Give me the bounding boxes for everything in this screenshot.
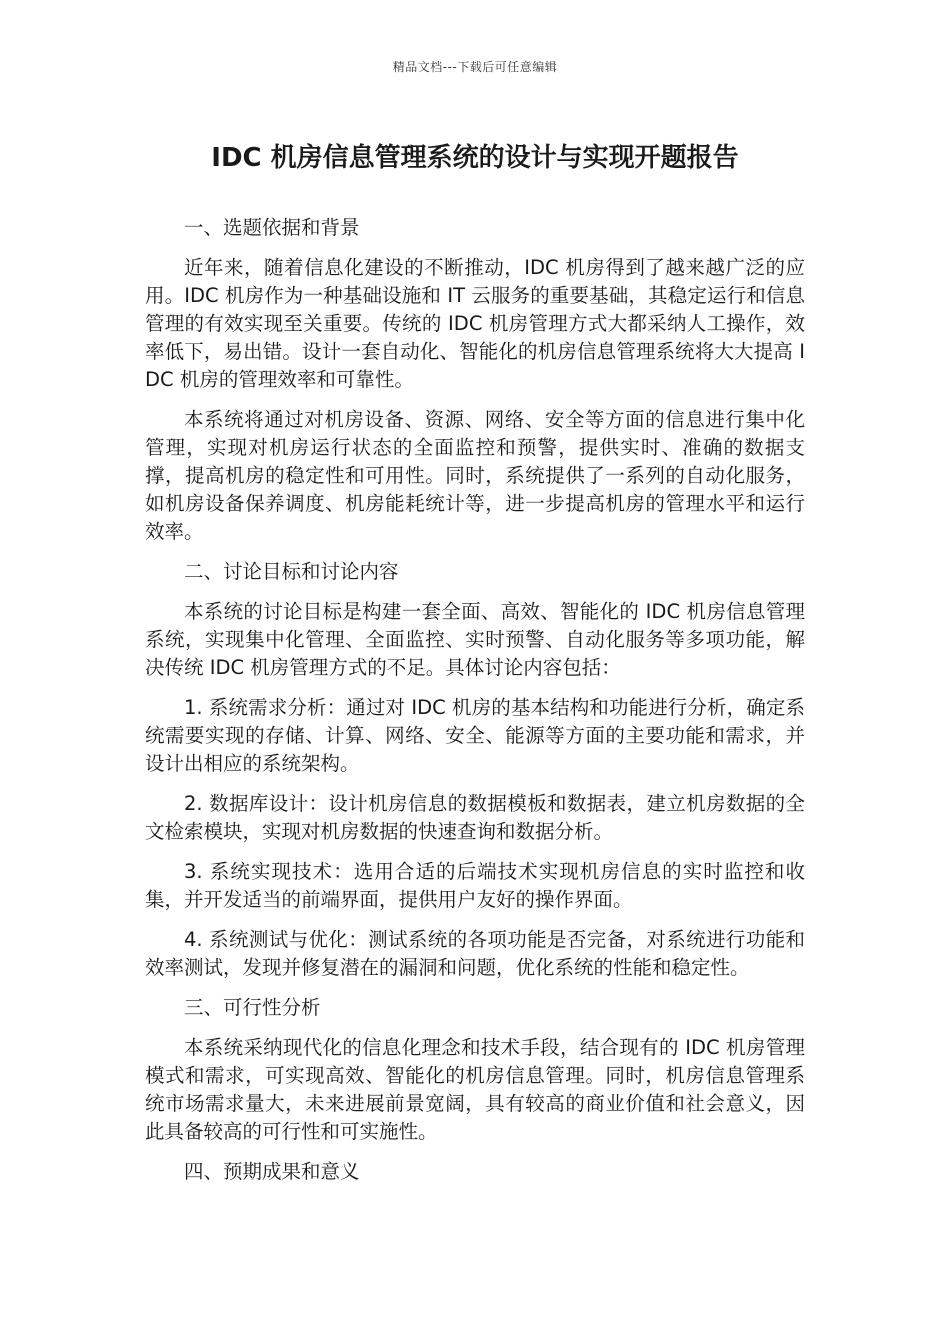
document-body xyxy=(145,214,805,1198)
header-note: 精品文档---下载后可任意编辑 xyxy=(392,60,558,74)
list-item: 1. 系统需求分析：通过对 IDC 机房的基本结构和功能进行分析，确定系统需要实现的存储、计算、网络、安全、能源等方面的主要功能和需求，并设计出相应的系统架构。 xyxy=(145,696,805,775)
list-item: 2. 数据库设计：设计机房信息的数据模板和数据表，建立机房数据的全文检索模块，实现对机房数据的快速查询和数据分析。 xyxy=(145,792,805,843)
page-title: IDC 机房信息管理系统的设计与实现开题报告 xyxy=(211,143,739,173)
section-heading-2: 二、讨论目标和讨论内容 xyxy=(184,560,399,583)
paragraph: 近年来，随着信息化建设的不断推动，IDC 机房得到了越来越广泛的应用。IDC 机房作为一种基础设施和 IT 云服务的重要基础，其稳定运行和信息管理的有效实现至关重要。传统的 IDC 机房管理方式大都采纳人工操作，效率低下，易出错。设计一套自动化、智能化的机房信息管理系统将大大提高 IDC 机房的管理效率和可靠性。 xyxy=(145,256,805,391)
list-item: 4. 系统测试与优化：测试系统的各项功能是否完备，对系统进行功能和效率测试，发现并修复潜在的漏洞和问题，优化系统的性能和稳定性。 xyxy=(145,928,805,979)
section-heading-3: 三、可行性分析 xyxy=(184,996,321,1019)
section-heading-4: 四、预期成果和意义 xyxy=(184,1160,360,1183)
paragraph: 本系统将通过对机房设备、资源、网络、安全等方面的信息进行集中化管理，实现对机房运行状态的全面监控和预警，提供实时、准确的数据支撑，提高机房的稳定性和可用性。同时，系统提供了一系列的自动化服务，如机房设备保养调度、机房能耗统计等，进一步提高机房的管理水平和运行效率。 xyxy=(145,408,805,543)
section-heading-1: 一、选题依据和背景 xyxy=(184,216,360,239)
paragraph: 本系统的讨论目标是构建一套全面、高效、智能化的 IDC 机房信息管理系统，实现集中化管理、全面监控、实时预警、自动化服务等多项功能，解决传统 IDC 机房管理方式的不足。具体讨论内容包括： xyxy=(145,600,805,679)
list-item: 3. 系统实现技术：选用合适的后端技术实现机房信息的实时监控和收集，并开发适当的前端界面，提供用户友好的操作界面。 xyxy=(145,860,805,911)
paragraph: 本系统采纳现代化的信息化理念和技术手段，结合现有的 IDC 机房管理模式和需求，可实现高效、智能化的机房信息管理。同时，机房信息管理系统市场需求量大，未来进展前景宽阔，具有较高的商业价值和社会意义，因此具备较高的可行性和可实施性。 xyxy=(145,1036,805,1143)
